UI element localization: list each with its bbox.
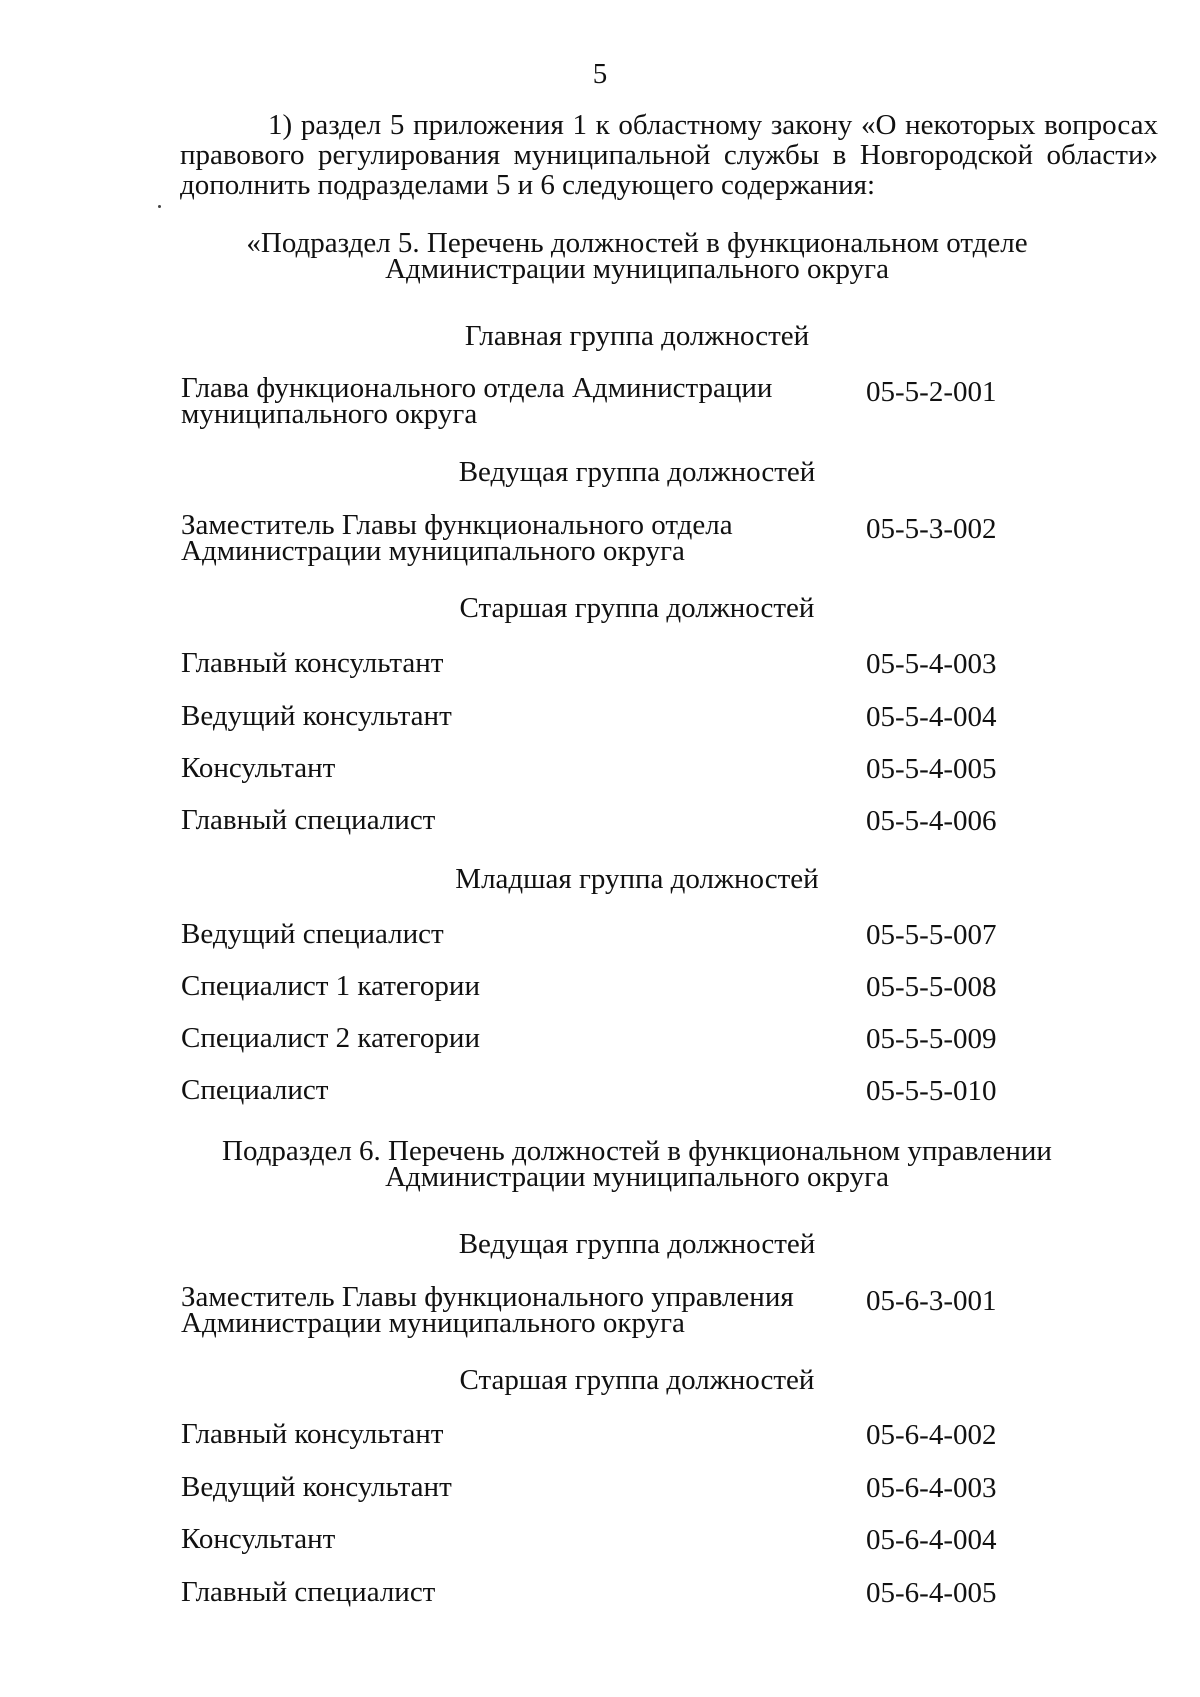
subsection-6-title <box>0 1135 1200 1193</box>
position-name: Ведущий консультант <box>181 1471 452 1503</box>
intro-paragraph <box>180 110 1158 200</box>
position-code: 05-5-4-005 <box>866 753 997 785</box>
group-title-senior: Старшая группа должностей <box>459 1364 815 1396</box>
position-code: 05-6-3-001 <box>866 1285 997 1317</box>
position-name-line: Глава функционального отдела Администрации <box>181 372 773 404</box>
page-number: 5 <box>592 58 608 90</box>
position-name <box>181 509 733 567</box>
intro-line: дополнить подразделами 5 и 6 следующего содержания: <box>180 169 876 201</box>
position-name: Главный консультант <box>181 647 444 679</box>
position-name: Специалист <box>181 1074 329 1106</box>
position-name: Главный специалист <box>181 804 436 836</box>
position-name: Ведущий специалист <box>181 918 444 950</box>
subsection-5-title <box>0 227 1200 285</box>
position-name-line: Администрации муниципального округа <box>181 535 685 567</box>
position-name: Главный специалист <box>181 1576 436 1608</box>
intro-line: правового регулирования муниципальной службы в Новгородской области» <box>180 139 1158 171</box>
position-code: 05-6-4-002 <box>866 1419 997 1451</box>
position-code: 05-5-5-009 <box>866 1023 997 1055</box>
scan-speck <box>158 205 161 208</box>
position-code: 05-5-2-001 <box>866 376 997 408</box>
intro-line: 1) раздел 5 приложения 1 к областному закону «О некоторых вопросах <box>268 109 1158 141</box>
position-name: Ведущий консультант <box>181 700 452 732</box>
position-name: Консультант <box>181 752 336 784</box>
position-code: 05-6-4-005 <box>866 1577 997 1609</box>
group-title-leading: Ведущая группа должностей <box>458 456 816 488</box>
position-name <box>181 372 773 430</box>
subsection-title-line: Администрации муниципального округа <box>385 1161 889 1193</box>
position-code: 05-5-4-006 <box>866 805 997 837</box>
group-title-main: Главная группа должностей <box>464 320 810 352</box>
subsection-title-line: Администрации муниципального округа <box>385 253 889 285</box>
position-name: Специалист 1 категории <box>181 970 480 1002</box>
position-code: 05-5-4-004 <box>866 701 997 733</box>
position-name-line: Заместитель Главы функционального управления <box>181 1281 794 1313</box>
position-name-line: Администрации муниципального округа <box>181 1307 685 1339</box>
position-name-line: муниципального округа <box>181 398 478 430</box>
position-code: 05-5-5-007 <box>866 919 997 951</box>
subsection-title-line: Подраздел 6. Перечень должностей в функциональном управлении <box>222 1135 1052 1167</box>
position-name: Специалист 2 категории <box>181 1022 480 1054</box>
subsection-title-line: «Подраздел 5. Перечень должностей в функциональном отделе <box>246 227 1028 259</box>
position-name: Главный консультант <box>181 1418 444 1450</box>
position-code: 05-6-4-004 <box>866 1524 997 1556</box>
position-name: Консультант <box>181 1523 336 1555</box>
position-code: 05-6-4-003 <box>866 1472 997 1504</box>
group-title-senior: Старшая группа должностей <box>459 592 815 624</box>
group-title-junior: Младшая группа должностей <box>455 863 819 895</box>
position-code: 05-5-3-002 <box>866 513 997 545</box>
position-name-line: Заместитель Главы функционального отдела <box>181 509 733 541</box>
group-title-leading: Ведущая группа должностей <box>458 1228 816 1260</box>
position-code: 05-5-5-008 <box>866 971 997 1003</box>
position-code: 05-5-4-003 <box>866 648 997 680</box>
position-name <box>181 1281 794 1339</box>
position-code: 05-5-5-010 <box>866 1075 997 1107</box>
